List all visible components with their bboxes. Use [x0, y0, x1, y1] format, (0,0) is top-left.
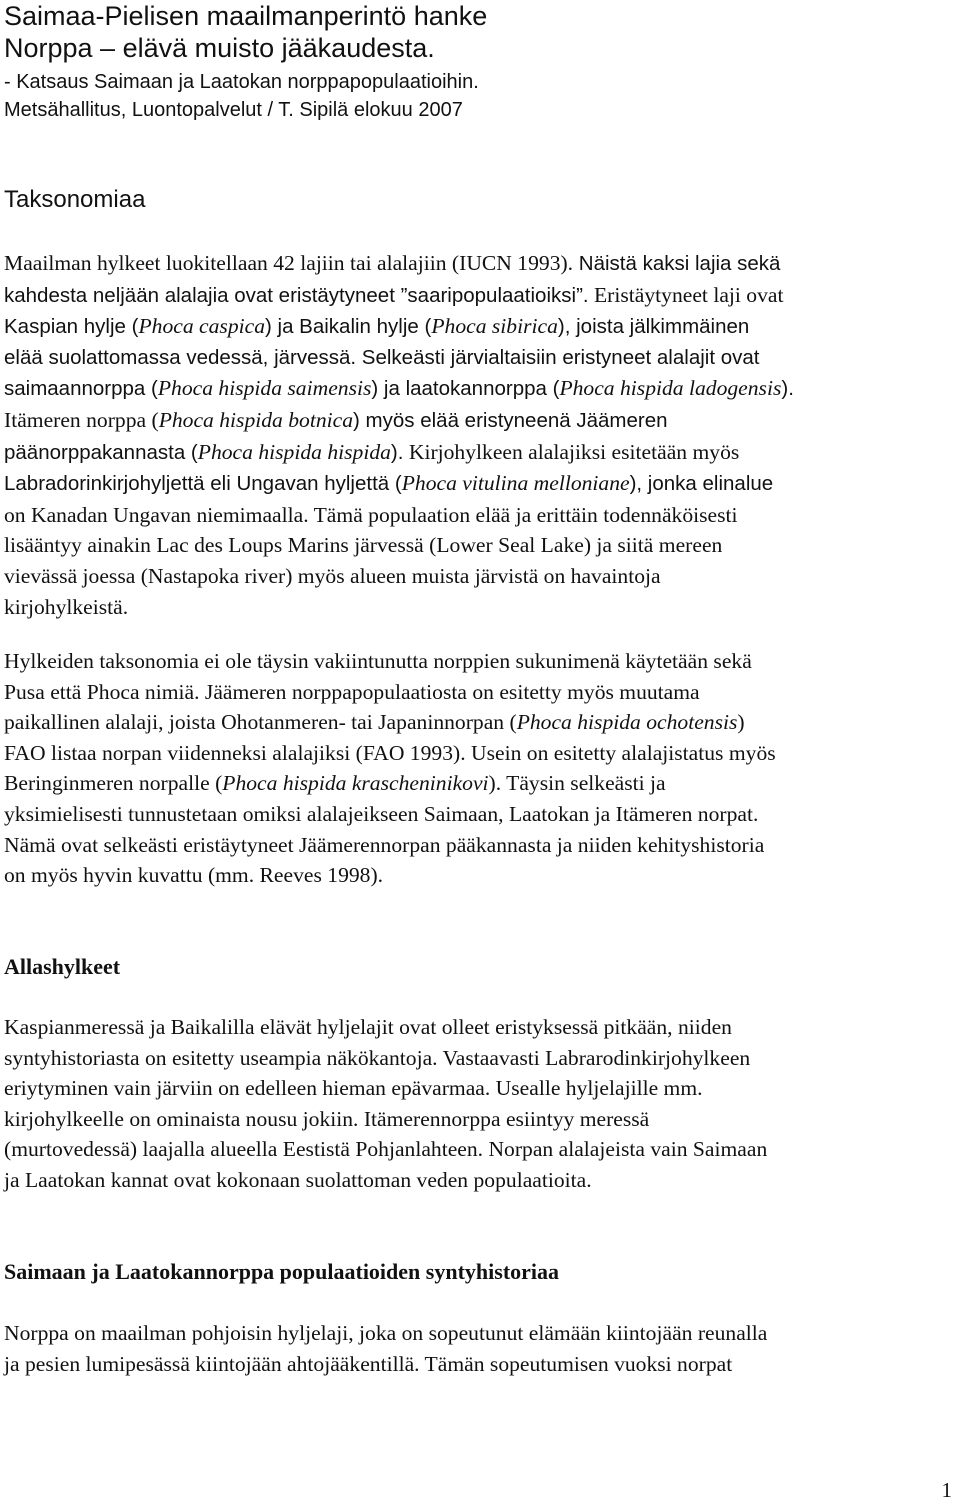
header-document-title: Norppa – elävä muisto jääkaudesta.: [4, 33, 435, 63]
text-span: Usein on esitetty alalajistatus myös: [465, 740, 776, 765]
text-span: Pusa että Phoca nimiä.: [4, 679, 200, 704]
section-title-taksonomiaa: Taksonomiaa: [4, 186, 146, 213]
text-line: [4, 468, 954, 500]
text-span: Phoca hispida botnica: [158, 407, 354, 432]
text-line: yksimielisesti tunnustetaan omiksi alalajeikseen Saimaan, Laatokan ja Itämeren norpat.: [4, 801, 759, 826]
text-line: [4, 405, 954, 437]
text-span: kahdesta neljään alalajia ovat eristäytyneet ”saaripopulaatioiksi”.: [4, 283, 589, 307]
text-span: Beringinmeren norpalle (: [4, 771, 223, 796]
text-span: ), jonka elinalue: [629, 472, 774, 496]
paragraph-taksonomiaa-2: [4, 646, 954, 891]
text-line: lisääntyy ainakin Lac des Loups Marins järvessä (Lower Seal Lake) ja siitä mereen: [4, 533, 723, 558]
text-line: [4, 373, 954, 405]
text-span: ): [737, 710, 745, 735]
text-span: Phoca hispida ochotensis: [516, 710, 738, 735]
text-span: Phoca hispida hispida: [197, 439, 391, 464]
text-line: [4, 248, 954, 280]
paragraph-allashylkeet: [4, 1012, 954, 1196]
text-line: [4, 343, 954, 374]
text-span: Tämä populaation elää ja erittäin todennäköisesti: [308, 502, 738, 527]
header-subtitle: - Katsaus Saimaan ja Laatokan norppapopulaatioihin.: [4, 71, 479, 93]
text-span: Phoca caspica: [138, 314, 265, 339]
text-span: Jäämeren norppapopulaatiosta on esitetty myös muutama: [199, 679, 700, 704]
text-line: kirjohylkeistä.: [4, 594, 129, 619]
text-span: ).: [781, 377, 794, 401]
text-line: [4, 738, 954, 769]
text-span: Phoca hispida krascheninikovi: [222, 771, 489, 796]
text-span: ) ja Baikalin hylje (: [265, 315, 432, 339]
text-span: elää suolattomassa vedessä, järvessä.: [4, 345, 357, 369]
text-line: [4, 500, 954, 531]
text-span: päänorppakannasta (: [4, 440, 198, 464]
text-span: Phoca sibirica: [431, 314, 558, 339]
text-line: Hylkeiden taksonomia ei ole täysin vakiintunutta norppien sukunimenä käytetään sekä: [4, 649, 752, 673]
section-title-allashylkeet: Allashylkeet: [4, 954, 121, 979]
text-line: ja Laatokan kannat ovat kokonaan suolattoman veden populaatioita.: [4, 1167, 592, 1192]
text-span: Phoca hispida ladogensis: [559, 376, 782, 401]
text-line: [4, 280, 954, 312]
text-line: Nämä ovat selkeästi eristäytyneet Jäämerennorpan pääkannasta ja niiden kehityshistoria: [4, 832, 765, 857]
text-line: [4, 677, 954, 708]
text-span: Näistä kaksi lajia sekä: [573, 252, 781, 275]
paragraph-taksonomiaa-1: [4, 248, 954, 622]
text-line: Kaspianmeressä ja Baikalilla elävät hyljelajit ovat olleet eristyksessä pitkään, niiden: [4, 1015, 732, 1039]
text-line: ja pesien lumipesässä kiintojään ahtojääkentillä. Tämän sopeutumisen vuoksi norpat: [4, 1351, 733, 1376]
page-number: 1: [941, 1478, 952, 1502]
text-line: kirjohylkeelle on ominaista nousu jokiin. Itämerennorppa esiintyy meressä: [4, 1106, 650, 1131]
text-line: (murtovedessä) laajalla alueella Eestistä Pohjanlahteen. Norpan alalajeista vain Saimaan: [4, 1137, 768, 1162]
text-span: Selkeästi järvialtaisiin eristyneet alalajit ovat: [356, 345, 760, 369]
header-author-line: Metsähallitus, Luontopalvelut / T. Sipilä elokuu 2007: [4, 99, 463, 121]
text-span: Labradorinkirjohyljettä eli Ungavan hyljettä (: [4, 472, 402, 496]
text-span: Itämeren norppa (: [4, 407, 159, 432]
text-span: Täysin selkeästi ja: [501, 771, 666, 796]
text-line: on myös hyvin kuvattu (mm. Reeves 1998).: [4, 863, 384, 888]
text-line: [4, 768, 954, 799]
text-span: ), joista jälkimmäinen: [557, 315, 750, 339]
text-span: ).: [390, 440, 404, 464]
text-span: saimaannorppa (: [4, 377, 158, 401]
text-span: Eristäytyneet laji ovat: [588, 282, 784, 307]
text-span: Maailman hylkeet luokitellaan 42 lajiin tai alalajiin (IUCN 1993).: [4, 251, 574, 275]
text-line: [4, 311, 954, 343]
section-title-syntyhistoria: Saimaan ja Laatokannorppa populaatioiden syntyhistoriaa: [4, 1259, 560, 1284]
text-span: ).: [488, 771, 502, 796]
text-span: on Kanadan Ungavan niemimaalla.: [4, 502, 309, 527]
paragraph-syntyhistoria: [4, 1318, 954, 1379]
text-span: ) myös elää eristyneenä Jäämeren: [353, 408, 668, 432]
header-project-title: Saimaa-Pielisen maailmanperintö hanke: [4, 1, 488, 31]
text-span: Kaspian hylje (: [4, 315, 139, 339]
text-line: eriytyminen vain järviin on edelleen hieman epävarmaa. Usealle hyljelajille mm.: [4, 1076, 703, 1101]
text-line: vievässä joessa (Nastapoka river) myös alueen muista järvistä on havaintoja: [4, 563, 661, 588]
text-span: Phoca vitulina melloniane: [401, 471, 630, 496]
text-span: Kirjohylkeen alalajiksi esitetään myös: [403, 439, 740, 464]
text-span: Phoca hispida saimensis: [157, 376, 372, 401]
text-span: paikallinen alalaji, joista Ohotanmeren- tai Japaninnorpan (: [4, 710, 517, 735]
text-line: [4, 437, 954, 469]
text-span: ) ja laatokannorppa (: [371, 377, 560, 401]
text-span: FAO listaa norpan viidenneksi alalajiksi (FAO 1993).: [4, 740, 466, 765]
text-line: syntyhistoriasta on esitetty useampia näkökantoja. Vastaavasti Labrarodinkirjohylkeen: [4, 1045, 751, 1070]
text-line: Norppa on maailman pohjoisin hyljelaji, joka on sopeutunut elämään kiintojään reunalla: [4, 1321, 768, 1345]
text-line: [4, 707, 954, 738]
